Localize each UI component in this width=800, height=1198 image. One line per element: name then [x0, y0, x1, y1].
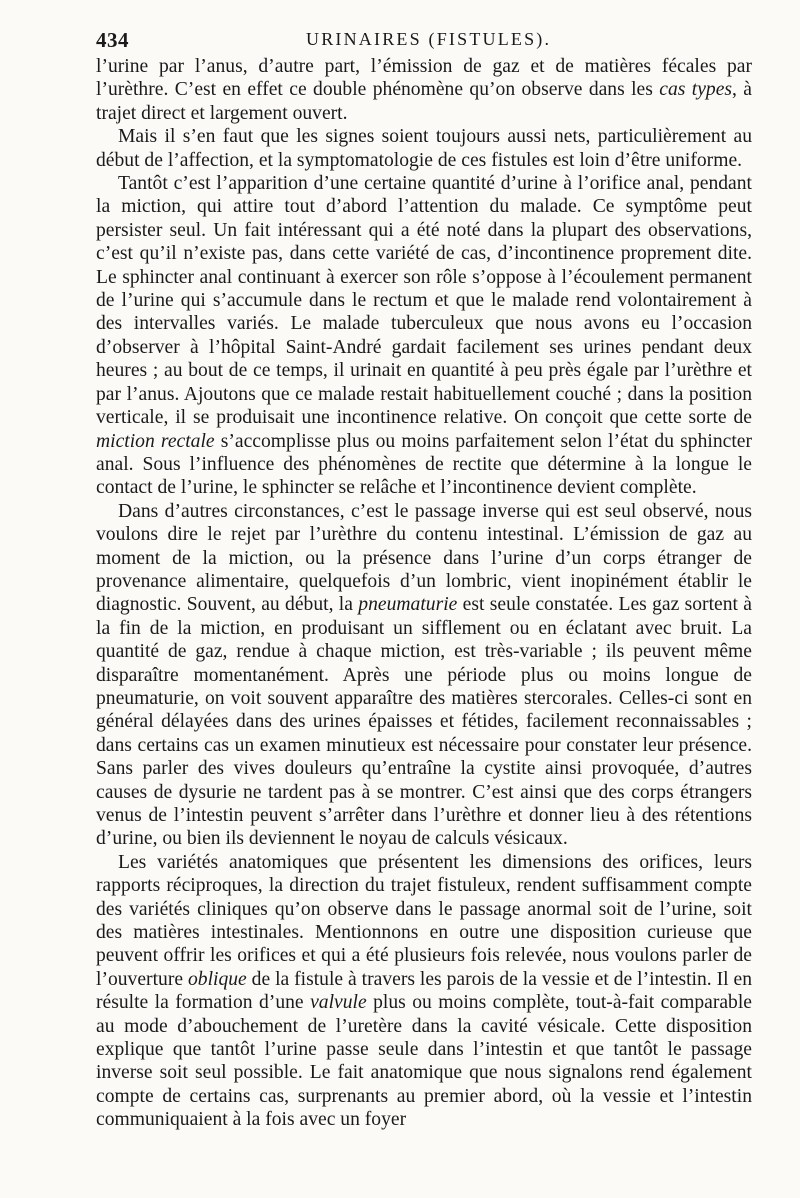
- page-header: [96, 28, 752, 52]
- italic-text: valvule: [310, 992, 367, 1014]
- paragraph: [96, 55, 752, 125]
- text-segment: Mais il s’en faut que les signes soient toujours aussi nets, particulièrement au début de l’affection, et la symptomatologie de ces fistules est loin d’être uniforme.: [96, 126, 752, 171]
- text-segment: Dans d’autres circonstances, c’est le passage inverse qui est seul observé, nous voulons dire le rejet par l’urèthre du contenu intestinal. L’émission de gaz au moment de la miction, ou la présence dans l’urine d’un corps étranger de provenance alimentaire, quelquefois d’un lombric, vient inopinément établir le diagnostic. Souvent, au début, la: [96, 500, 752, 616]
- text-segment: , à trajet direct et largement ouvert.: [96, 79, 753, 124]
- body-text: [96, 55, 752, 1132]
- text-segment: est seule constatée. Les gaz sortent à la fin de la miction, en produisant un sifflement ou en éclatant avec bruit. La quantité de gaz, rendue à chaque miction, est très-variable ; ils peuvent même disparaître momentanément. Après une période plus ou moins longue de pneumaturie, on voit souvent apparaître des matières stercorales. Celles-ci sont en général délayées dans des urines épaisses et fétides, facilement reconnaissables ; dans certains cas un examen minutieux est nécessaire pour constater leur présence. Sans parler des vives douleurs qu’entraîne la cystite ainsi provoquée, d’autres causes de dysurie ne tardent pas à se montrer. C’est ainsi que des corps étrangers venus de l’intestin peuvent s’arrêter dans l’urèthre et donner lieu à des rétentions d’urine, ou bien ils deviennent le noyau de calculs vésicaux.: [96, 594, 752, 850]
- paragraph: [96, 851, 752, 1132]
- paragraph: [96, 172, 752, 500]
- italic-text: miction rectale: [96, 430, 215, 452]
- text-segment: plus ou moins complète, tout-à-fait comparable au mode d’abouchement de l’uretère dans la cavité vésicale. Cette disposition explique que tantôt l’urine passe seule dans l’intestin et que tantôt le passage inverse soit seul possible. Le fait anatomique que nous signalons rend également compte de certains cas, surprenants au premier abord, où la vessie et l’intestin communiquaient à la fois avec un foyer: [96, 992, 752, 1131]
- paragraph: [96, 500, 752, 851]
- text-segment: s’accomplisse plus ou moins parfaitement selon l’état du sphincter anal. Sous l’influence des phénomènes de rectite que détermine à la longue le contact de l’urine, le sphincter se relâche et l’incontinence devient complète.: [96, 430, 752, 499]
- text-segment: Tantôt c’est l’apparition d’une certaine quantité d’urine à l’orifice anal, pendant la miction, qui attire tout d’abord l’attention du malade. Ce symptôme peut persister seul. Un fait intéressant qui a été noté dans la plupart des observations, c’est qu’il n’existe pas, dans cette variété de cas, d’incontinence proprement dite. Le sphincter anal continuant à exercer son rôle s’oppose à l’écoulement permanent de l’urine qui s’accumule dans le rectum et que le malade rend volontairement à des intervalles variés. Le malade tuberculeux que nous avons eu l’occasion d’observer à l’hôpital Saint-André gardait facilement ses urines pendant deux heures ; au bout de ce temps, il urinait en quantité à peu près égale par l’urèthre et par l’anus. Ajoutons que ce malade restait habituellement couché ; dans la position verticale, il se produisait une incontinence relative. On conçoit que cette sorte de: [96, 173, 752, 429]
- running-head: URINAIRES (FISTULES).: [306, 29, 552, 49]
- text-segment: Les variétés anatomiques que présentent les dimensions des orifices, leurs rapports réciproques, la direction du trajet fistuleux, rendent suffisamment compte des variétés cliniques qu’on observe dans le passage anormal soit de l’urine, soit des matières intestinales. Mentionnons en outre une disposition curieuse que peuvent offrir les orifices et qui a été plusieurs fois relevée, nous voulons parler de l’ouverture: [96, 851, 752, 990]
- paragraph: [96, 125, 752, 172]
- italic-text: cas types: [659, 79, 733, 101]
- text-segment: l’urine par l’anus, d’autre part, l’émission de gaz et de matières fécales par l’urèthre. C’est en effet ce double phénomène qu’on observe dans les: [96, 56, 752, 101]
- italic-text: pneumaturie: [358, 594, 458, 616]
- text-segment: de la fistule à travers les parois de la vessie et de l’intestin. Il en résulte la formation d’une: [96, 968, 752, 1014]
- italic-text: oblique: [187, 968, 247, 990]
- page-number: 434: [96, 28, 129, 52]
